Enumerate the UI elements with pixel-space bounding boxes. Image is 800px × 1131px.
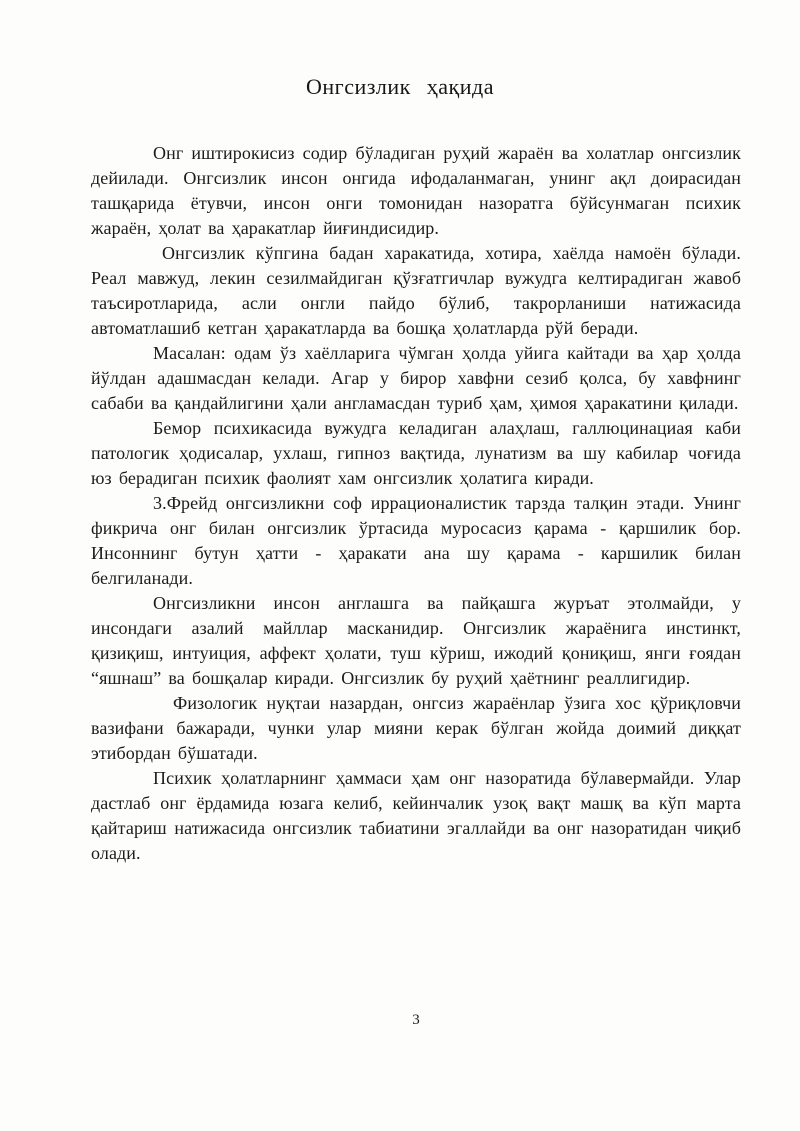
paragraph-2: Онгсизлик кўпгина бадан харакатида, хотира, хаёлда намоён бўлади. Реал мавжуд, лекин сезилмайдиган қўзғатгичлар вужудга келтирадиган жавоб таъсиротларида, асли онгли пайдо бўлиб, такрорланиши натижасида автоматлашиб кетган ҳаракатларда ва бошқа ҳолатларда рўй беради. xyxy=(91,243,741,338)
paragraph-4: Бемор психикасида вужудга келадиган алаҳлаш, галлюцинациая каби патологик ҳодисалар, ухлаш, гипноз вақтида, лунатизм ва шу кабилар чоғида юз берадиган психик фаолият хам онгсизлик ҳолатига киради. xyxy=(91,418,741,488)
document-body xyxy=(91,141,741,866)
paragraph-6: Онгсизликни инсон англашга ва пайқашга журъат этолмайди, у инсондаги азалий майллар масканидир. Онгсизлик жараёнига инстинкт, қизиқиш, интуиция, аффект ҳолати, туш кўриш, ижодий қониқиш, янги ғоядан “яшнаш” ва бошқалар киради. Онгсизлик бу руҳий ҳаётнинг реаллигидир. xyxy=(91,593,741,688)
paragraph-7: Физологик нуқтаи назардан, онгсиз жараёнлар ўзига хос қўриқловчи вазифани бажаради, чунки улар мияни керак бўлган жойда доимий диққат этибордан бўшатади. xyxy=(91,693,741,763)
page-title: Онгсизлик ҳақида xyxy=(306,74,494,99)
paragraph-5: 3.Фрейд онгсизликни соф иррационалистик тарзда талқин этади. Унинг фикрича онг билан онгсизлик ўртасида муросасиз қарама - қаршилик бор. Инсоннинг бутун ҳатти - ҳаракати ана шу қарама - каршилик билан белгиланади. xyxy=(91,493,741,588)
paragraph-8: Психик ҳолатларнинг ҳаммаси ҳам онг назоратида бўлавермайди. Улар дастлаб онг ёрдамида юзага келиб, кейинчалик узоқ вақт машқ ва кўп марта қайтариш натижасида онгсизлик табиатини эгаллайди ва онг назоратидан чиқиб олади. xyxy=(91,768,741,863)
paragraph-1: Онг иштирокисиз содир бўладиган руҳий жараён ва холатлар онгсизлик дейилади. Онгсизлик инсон онгида ифодаланмаган, унинг ақл доирасидан ташқарида ётувчи, инсон онги томонидан назоратга бўйсунмаган психик жараён, ҳолат ва ҳаракатлар йиғиндисидир. xyxy=(91,143,741,238)
page-number: 3 xyxy=(412,1012,420,1028)
paragraph-3: Масалан: одам ўз хаёлларига чўмган ҳолда уйига кайтади ва ҳар ҳолда йўлдан адашмасдан келади. Агар у бирор хавфни сезиб қолса, бу хавфнинг сабаби ва қандайлигини ҳали англамасдан туриб ҳам, ҳимоя ҳаракатини қилади. xyxy=(91,343,741,413)
